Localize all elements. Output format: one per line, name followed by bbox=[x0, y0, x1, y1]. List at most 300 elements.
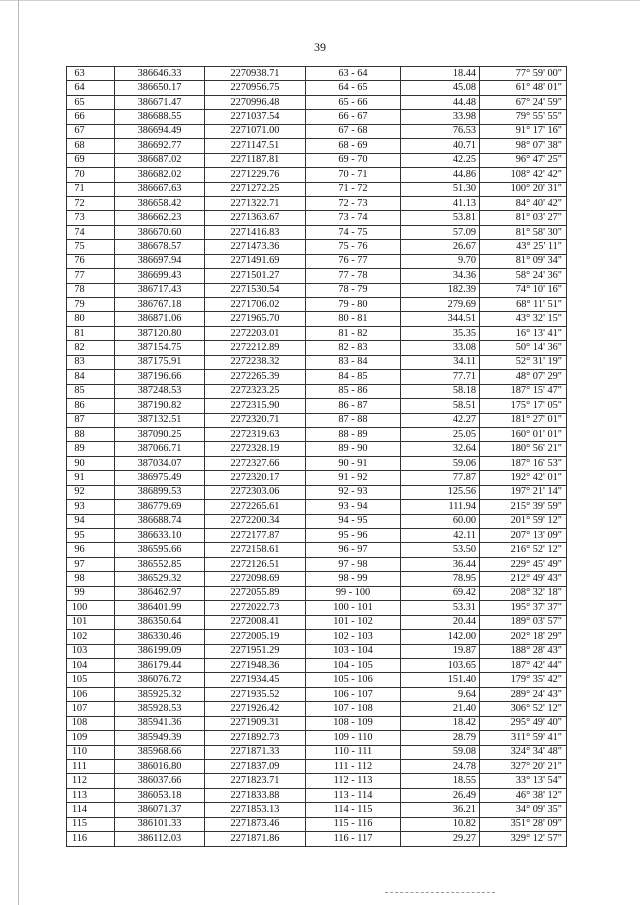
distance-cell: 53.81 bbox=[401, 211, 480, 225]
y-coordinate-cell: 2271892.73 bbox=[205, 731, 306, 745]
table-row bbox=[67, 269, 567, 283]
table-row bbox=[67, 572, 567, 586]
point-number-cell: 97 bbox=[67, 557, 115, 571]
table-row bbox=[67, 196, 567, 210]
distance-cell: 103.65 bbox=[401, 658, 480, 672]
table-row bbox=[67, 731, 567, 745]
distance-cell: 36.21 bbox=[401, 803, 480, 817]
x-coordinate-cell: 387154.75 bbox=[115, 341, 205, 355]
bearing-cell: 50° 14' 36" bbox=[480, 341, 567, 355]
y-coordinate-cell: 2271965.70 bbox=[205, 312, 306, 326]
point-number-cell: 77 bbox=[67, 269, 115, 283]
y-coordinate-cell: 2272126.51 bbox=[205, 557, 306, 571]
bearing-cell: 81° 09' 34" bbox=[480, 254, 567, 268]
segment-cell: 86 - 87 bbox=[306, 399, 401, 413]
point-number-cell: 76 bbox=[67, 254, 115, 268]
x-coordinate-cell: 386112.03 bbox=[115, 832, 205, 846]
point-number-cell: 111 bbox=[67, 760, 115, 774]
distance-cell: 77.87 bbox=[401, 471, 480, 485]
point-number-cell: 70 bbox=[67, 168, 115, 182]
y-coordinate-cell: 2272212.89 bbox=[205, 341, 306, 355]
bearing-cell: 81° 03' 27" bbox=[480, 211, 567, 225]
bearing-cell: 324° 34' 48" bbox=[480, 745, 567, 759]
table-row bbox=[67, 326, 567, 340]
x-coordinate-cell: 386871.06 bbox=[115, 312, 205, 326]
bearing-cell: 77° 59' 00" bbox=[480, 67, 567, 81]
segment-cell: 116 - 117 bbox=[306, 832, 401, 846]
bearing-cell: 58° 24' 36" bbox=[480, 269, 567, 283]
distance-cell: 18.44 bbox=[401, 67, 480, 81]
point-number-cell: 69 bbox=[67, 153, 115, 167]
point-number-cell: 92 bbox=[67, 485, 115, 499]
segment-cell: 112 - 113 bbox=[306, 774, 401, 788]
distance-cell: 25.05 bbox=[401, 427, 480, 441]
segment-cell: 76 - 77 bbox=[306, 254, 401, 268]
segment-cell: 69 - 70 bbox=[306, 153, 401, 167]
distance-cell: 53.31 bbox=[401, 601, 480, 615]
distance-cell: 59.08 bbox=[401, 745, 480, 759]
y-coordinate-cell: 2272265.39 bbox=[205, 370, 306, 384]
distance-cell: 26.49 bbox=[401, 788, 480, 802]
distance-cell: 24.78 bbox=[401, 760, 480, 774]
table-row bbox=[67, 644, 567, 658]
y-coordinate-cell: 2271473.36 bbox=[205, 240, 306, 254]
bearing-cell: 192° 42' 01" bbox=[480, 471, 567, 485]
table-row bbox=[67, 658, 567, 672]
distance-cell: 182.39 bbox=[401, 283, 480, 297]
y-coordinate-cell: 2270938.71 bbox=[205, 67, 306, 81]
bearing-cell: 46° 38' 12" bbox=[480, 788, 567, 802]
x-coordinate-cell: 387066.71 bbox=[115, 442, 205, 456]
distance-cell: 34.36 bbox=[401, 269, 480, 283]
table-row bbox=[67, 788, 567, 802]
point-number-cell: 79 bbox=[67, 298, 115, 312]
segment-cell: 67 - 68 bbox=[306, 124, 401, 138]
table-row bbox=[67, 182, 567, 196]
bearing-cell: 207° 13' 09" bbox=[480, 529, 567, 543]
bearing-cell: 108° 42' 42" bbox=[480, 168, 567, 182]
y-coordinate-cell: 2270996.48 bbox=[205, 95, 306, 109]
segment-cell: 92 - 93 bbox=[306, 485, 401, 499]
segment-cell: 85 - 86 bbox=[306, 384, 401, 398]
y-coordinate-cell: 2272303.06 bbox=[205, 485, 306, 499]
bearing-cell: 208° 32' 18" bbox=[480, 586, 567, 600]
segment-cell: 102 - 103 bbox=[306, 630, 401, 644]
y-coordinate-cell: 2271363.67 bbox=[205, 211, 306, 225]
table-row bbox=[67, 586, 567, 600]
bearing-cell: 175° 17' 05" bbox=[480, 399, 567, 413]
point-number-cell: 99 bbox=[67, 586, 115, 600]
x-coordinate-cell: 386667.63 bbox=[115, 182, 205, 196]
y-coordinate-cell: 2272177.87 bbox=[205, 529, 306, 543]
segment-cell: 105 - 106 bbox=[306, 673, 401, 687]
table-row bbox=[67, 485, 567, 499]
y-coordinate-cell: 2271871.86 bbox=[205, 832, 306, 846]
distance-cell: 33.08 bbox=[401, 341, 480, 355]
point-number-cell: 85 bbox=[67, 384, 115, 398]
segment-cell: 70 - 71 bbox=[306, 168, 401, 182]
y-coordinate-cell: 2272323.25 bbox=[205, 384, 306, 398]
bearing-cell: 52° 31' 19" bbox=[480, 355, 567, 369]
bearing-cell: 202° 18' 29" bbox=[480, 630, 567, 644]
bearing-cell: 43° 25' 11" bbox=[480, 240, 567, 254]
bearing-cell: 187° 42' 44" bbox=[480, 658, 567, 672]
point-number-cell: 74 bbox=[67, 225, 115, 239]
segment-cell: 83 - 84 bbox=[306, 355, 401, 369]
x-coordinate-cell: 386199.09 bbox=[115, 644, 205, 658]
table-row bbox=[67, 384, 567, 398]
x-coordinate-cell: 386529.32 bbox=[115, 572, 205, 586]
distance-cell: 51.30 bbox=[401, 182, 480, 196]
point-number-cell: 87 bbox=[67, 413, 115, 427]
table-row bbox=[67, 615, 567, 629]
distance-cell: 9.70 bbox=[401, 254, 480, 268]
table-row bbox=[67, 168, 567, 182]
y-coordinate-cell: 2272320.17 bbox=[205, 471, 306, 485]
distance-cell: 78.95 bbox=[401, 572, 480, 586]
point-number-cell: 80 bbox=[67, 312, 115, 326]
y-coordinate-cell: 2271935.52 bbox=[205, 687, 306, 701]
point-number-cell: 106 bbox=[67, 687, 115, 701]
table-row bbox=[67, 529, 567, 543]
bearing-cell: 187° 16' 53" bbox=[480, 456, 567, 470]
distance-cell: 111.94 bbox=[401, 500, 480, 514]
segment-cell: 65 - 66 bbox=[306, 95, 401, 109]
bearing-cell: 197° 21' 14" bbox=[480, 485, 567, 499]
bearing-cell: 160° 01' 01" bbox=[480, 427, 567, 441]
segment-cell: 88 - 89 bbox=[306, 427, 401, 441]
x-coordinate-cell: 386462.97 bbox=[115, 586, 205, 600]
y-coordinate-cell: 2271871.33 bbox=[205, 745, 306, 759]
segment-cell: 99 - 100 bbox=[306, 586, 401, 600]
distance-cell: 77.71 bbox=[401, 370, 480, 384]
y-coordinate-cell: 2272238.32 bbox=[205, 355, 306, 369]
bearing-cell: 216° 52' 12" bbox=[480, 543, 567, 557]
table-row bbox=[67, 427, 567, 441]
bearing-cell: 201° 59' 12" bbox=[480, 514, 567, 528]
point-number-cell: 73 bbox=[67, 211, 115, 225]
x-coordinate-cell: 386595.66 bbox=[115, 543, 205, 557]
point-number-cell: 82 bbox=[67, 341, 115, 355]
point-number-cell: 114 bbox=[67, 803, 115, 817]
segment-cell: 80 - 81 bbox=[306, 312, 401, 326]
point-number-cell: 103 bbox=[67, 644, 115, 658]
distance-cell: 151.40 bbox=[401, 673, 480, 687]
y-coordinate-cell: 2271322.71 bbox=[205, 196, 306, 210]
x-coordinate-cell: 386662.23 bbox=[115, 211, 205, 225]
y-coordinate-cell: 2271951.29 bbox=[205, 644, 306, 658]
point-number-cell: 116 bbox=[67, 832, 115, 846]
distance-cell: 21.40 bbox=[401, 702, 480, 716]
table-row bbox=[67, 601, 567, 615]
segment-cell: 104 - 105 bbox=[306, 658, 401, 672]
x-coordinate-cell: 387190.82 bbox=[115, 399, 205, 413]
segment-cell: 78 - 79 bbox=[306, 283, 401, 297]
table-row bbox=[67, 673, 567, 687]
distance-cell: 44.48 bbox=[401, 95, 480, 109]
x-coordinate-cell: 386687.02 bbox=[115, 153, 205, 167]
table-row bbox=[67, 225, 567, 239]
x-coordinate-cell: 387090.25 bbox=[115, 427, 205, 441]
segment-cell: 95 - 96 bbox=[306, 529, 401, 543]
y-coordinate-cell: 2272265.61 bbox=[205, 500, 306, 514]
x-coordinate-cell: 387248.53 bbox=[115, 384, 205, 398]
x-coordinate-cell: 385928.53 bbox=[115, 702, 205, 716]
x-coordinate-cell: 387175.91 bbox=[115, 355, 205, 369]
y-coordinate-cell: 2271934.45 bbox=[205, 673, 306, 687]
point-number-cell: 96 bbox=[67, 543, 115, 557]
bearing-cell: 79° 55' 55" bbox=[480, 110, 567, 124]
segment-cell: 97 - 98 bbox=[306, 557, 401, 571]
bearing-cell: 74° 10' 16" bbox=[480, 283, 567, 297]
point-number-cell: 102 bbox=[67, 630, 115, 644]
point-number-cell: 105 bbox=[67, 673, 115, 687]
y-coordinate-cell: 2272098.69 bbox=[205, 572, 306, 586]
x-coordinate-cell: 386179.44 bbox=[115, 658, 205, 672]
segment-cell: 98 - 99 bbox=[306, 572, 401, 586]
distance-cell: 40.71 bbox=[401, 139, 480, 153]
segment-cell: 113 - 114 bbox=[306, 788, 401, 802]
y-coordinate-cell: 2271147.51 bbox=[205, 139, 306, 153]
distance-cell: 58.18 bbox=[401, 384, 480, 398]
segment-cell: 84 - 85 bbox=[306, 370, 401, 384]
segment-cell: 106 - 107 bbox=[306, 687, 401, 701]
table-row bbox=[67, 471, 567, 485]
point-number-cell: 75 bbox=[67, 240, 115, 254]
distance-cell: 69.42 bbox=[401, 586, 480, 600]
distance-cell: 279.69 bbox=[401, 298, 480, 312]
point-number-cell: 112 bbox=[67, 774, 115, 788]
y-coordinate-cell: 2271873.46 bbox=[205, 817, 306, 831]
x-coordinate-cell: 386767.18 bbox=[115, 298, 205, 312]
table-row bbox=[67, 760, 567, 774]
x-coordinate-cell: 386401.99 bbox=[115, 601, 205, 615]
y-coordinate-cell: 2271416.83 bbox=[205, 225, 306, 239]
table-row bbox=[67, 716, 567, 730]
point-number-cell: 104 bbox=[67, 658, 115, 672]
x-coordinate-cell: 385941.36 bbox=[115, 716, 205, 730]
segment-cell: 82 - 83 bbox=[306, 341, 401, 355]
y-coordinate-cell: 2271272.25 bbox=[205, 182, 306, 196]
distance-cell: 26.67 bbox=[401, 240, 480, 254]
point-number-cell: 71 bbox=[67, 182, 115, 196]
bearing-cell: 16° 13' 41" bbox=[480, 326, 567, 340]
point-number-cell: 94 bbox=[67, 514, 115, 528]
y-coordinate-cell: 2271501.27 bbox=[205, 269, 306, 283]
segment-cell: 93 - 94 bbox=[306, 500, 401, 514]
x-coordinate-cell: 386688.74 bbox=[115, 514, 205, 528]
distance-cell: 10.82 bbox=[401, 817, 480, 831]
bearing-cell: 306° 52' 12" bbox=[480, 702, 567, 716]
bearing-cell: 329° 12' 57" bbox=[480, 832, 567, 846]
bearing-cell: 68° 11' 51" bbox=[480, 298, 567, 312]
point-number-cell: 89 bbox=[67, 442, 115, 456]
table-row bbox=[67, 442, 567, 456]
point-number-cell: 109 bbox=[67, 731, 115, 745]
x-coordinate-cell: 386678.57 bbox=[115, 240, 205, 254]
coordinates-table bbox=[66, 66, 567, 847]
segment-cell: 72 - 73 bbox=[306, 196, 401, 210]
distance-cell: 125.56 bbox=[401, 485, 480, 499]
y-coordinate-cell: 2271823.71 bbox=[205, 774, 306, 788]
table-row bbox=[67, 312, 567, 326]
table-row bbox=[67, 341, 567, 355]
bearing-cell: 215° 39' 59" bbox=[480, 500, 567, 514]
point-number-cell: 108 bbox=[67, 716, 115, 730]
x-coordinate-cell: 386670.60 bbox=[115, 225, 205, 239]
table-row bbox=[67, 254, 567, 268]
bearing-cell: 43° 32' 15" bbox=[480, 312, 567, 326]
segment-cell: 63 - 64 bbox=[306, 67, 401, 81]
table-row bbox=[67, 95, 567, 109]
segment-cell: 109 - 110 bbox=[306, 731, 401, 745]
bearing-cell: 98° 07' 38" bbox=[480, 139, 567, 153]
x-coordinate-cell: 386350.64 bbox=[115, 615, 205, 629]
point-number-cell: 90 bbox=[67, 456, 115, 470]
point-number-cell: 81 bbox=[67, 326, 115, 340]
table-row bbox=[67, 817, 567, 831]
point-number-cell: 83 bbox=[67, 355, 115, 369]
distance-cell: 41.13 bbox=[401, 196, 480, 210]
bearing-cell: 61° 48' 01" bbox=[480, 81, 567, 95]
point-number-cell: 93 bbox=[67, 500, 115, 514]
distance-cell: 60.00 bbox=[401, 514, 480, 528]
bearing-cell: 67° 24' 59" bbox=[480, 95, 567, 109]
y-coordinate-cell: 2272158.61 bbox=[205, 543, 306, 557]
bearing-cell: 81° 58' 30" bbox=[480, 225, 567, 239]
y-coordinate-cell: 2272022.73 bbox=[205, 601, 306, 615]
segment-cell: 73 - 74 bbox=[306, 211, 401, 225]
distance-cell: 35.35 bbox=[401, 326, 480, 340]
distance-cell: 53.50 bbox=[401, 543, 480, 557]
point-number-cell: 88 bbox=[67, 427, 115, 441]
bearing-cell: 84° 40' 42" bbox=[480, 196, 567, 210]
distance-cell: 76.53 bbox=[401, 124, 480, 138]
distance-cell: 18.42 bbox=[401, 716, 480, 730]
distance-cell: 19.87 bbox=[401, 644, 480, 658]
distance-cell: 29.27 bbox=[401, 832, 480, 846]
table-row bbox=[67, 557, 567, 571]
table-row bbox=[67, 774, 567, 788]
point-number-cell: 86 bbox=[67, 399, 115, 413]
table-row bbox=[67, 687, 567, 701]
y-coordinate-cell: 2272320.71 bbox=[205, 413, 306, 427]
table-row bbox=[67, 514, 567, 528]
table-row bbox=[67, 110, 567, 124]
y-coordinate-cell: 2271948.36 bbox=[205, 658, 306, 672]
point-number-cell: 72 bbox=[67, 196, 115, 210]
bearing-cell: 180° 56' 21" bbox=[480, 442, 567, 456]
y-coordinate-cell: 2271909.31 bbox=[205, 716, 306, 730]
segment-cell: 89 - 90 bbox=[306, 442, 401, 456]
bottom-scan-mark bbox=[385, 892, 495, 894]
y-coordinate-cell: 2271491.69 bbox=[205, 254, 306, 268]
point-number-cell: 84 bbox=[67, 370, 115, 384]
point-number-cell: 100 bbox=[67, 601, 115, 615]
distance-cell: 18.55 bbox=[401, 774, 480, 788]
x-coordinate-cell: 386688.55 bbox=[115, 110, 205, 124]
x-coordinate-cell: 386037.66 bbox=[115, 774, 205, 788]
x-coordinate-cell: 386633.10 bbox=[115, 529, 205, 543]
segment-cell: 90 - 91 bbox=[306, 456, 401, 470]
distance-cell: 32.64 bbox=[401, 442, 480, 456]
x-coordinate-cell: 387196.66 bbox=[115, 370, 205, 384]
segment-cell: 111 - 112 bbox=[306, 760, 401, 774]
bearing-cell: 34° 09' 35" bbox=[480, 803, 567, 817]
segment-cell: 71 - 72 bbox=[306, 182, 401, 196]
table-row bbox=[67, 832, 567, 846]
y-coordinate-cell: 2272005.19 bbox=[205, 630, 306, 644]
point-number-cell: 110 bbox=[67, 745, 115, 759]
y-coordinate-cell: 2271187.81 bbox=[205, 153, 306, 167]
segment-cell: 64 - 65 bbox=[306, 81, 401, 95]
distance-cell: 42.11 bbox=[401, 529, 480, 543]
scan-left-edge bbox=[18, 0, 19, 905]
segment-cell: 75 - 76 bbox=[306, 240, 401, 254]
y-coordinate-cell: 2271926.42 bbox=[205, 702, 306, 716]
distance-cell: 28.79 bbox=[401, 731, 480, 745]
distance-cell: 36.44 bbox=[401, 557, 480, 571]
page-number: 39 bbox=[314, 40, 326, 54]
bearing-cell: 189° 03' 57" bbox=[480, 615, 567, 629]
x-coordinate-cell: 385949.39 bbox=[115, 731, 205, 745]
y-coordinate-cell: 2272328.19 bbox=[205, 442, 306, 456]
x-coordinate-cell: 386899.53 bbox=[115, 485, 205, 499]
x-coordinate-cell: 386646.33 bbox=[115, 67, 205, 81]
segment-cell: 110 - 111 bbox=[306, 745, 401, 759]
table-row bbox=[67, 211, 567, 225]
y-coordinate-cell: 2270956.75 bbox=[205, 81, 306, 95]
table-row bbox=[67, 745, 567, 759]
x-coordinate-cell: 386671.47 bbox=[115, 95, 205, 109]
point-number-cell: 113 bbox=[67, 788, 115, 802]
bearing-cell: 212° 49' 43" bbox=[480, 572, 567, 586]
bearing-cell: 187° 15' 47" bbox=[480, 384, 567, 398]
distance-cell: 45.08 bbox=[401, 81, 480, 95]
distance-cell: 59.06 bbox=[401, 456, 480, 470]
table-row bbox=[67, 413, 567, 427]
table-row bbox=[67, 803, 567, 817]
x-coordinate-cell: 386692.77 bbox=[115, 139, 205, 153]
segment-cell: 87 - 88 bbox=[306, 413, 401, 427]
segment-cell: 103 - 104 bbox=[306, 644, 401, 658]
bearing-cell: 33° 13' 54" bbox=[480, 774, 567, 788]
table-row bbox=[67, 630, 567, 644]
table-row bbox=[67, 67, 567, 81]
table-row bbox=[67, 283, 567, 297]
table-row bbox=[67, 298, 567, 312]
y-coordinate-cell: 2272327.66 bbox=[205, 456, 306, 470]
bearing-cell: 181° 27' 01" bbox=[480, 413, 567, 427]
table-row bbox=[67, 399, 567, 413]
bearing-cell: 195° 37' 37" bbox=[480, 601, 567, 615]
segment-cell: 107 - 108 bbox=[306, 702, 401, 716]
distance-cell: 33.98 bbox=[401, 110, 480, 124]
y-coordinate-cell: 2272203.01 bbox=[205, 326, 306, 340]
segment-cell: 66 - 67 bbox=[306, 110, 401, 124]
bearing-cell: 289° 24' 43" bbox=[480, 687, 567, 701]
point-number-cell: 95 bbox=[67, 529, 115, 543]
coordinates-table-body bbox=[67, 67, 567, 847]
segment-cell: 81 - 82 bbox=[306, 326, 401, 340]
segment-cell: 101 - 102 bbox=[306, 615, 401, 629]
distance-cell: 42.25 bbox=[401, 153, 480, 167]
point-number-cell: 78 bbox=[67, 283, 115, 297]
x-coordinate-cell: 386697.94 bbox=[115, 254, 205, 268]
table-row bbox=[67, 240, 567, 254]
point-number-cell: 67 bbox=[67, 124, 115, 138]
bearing-cell: 179° 35' 42" bbox=[480, 673, 567, 687]
